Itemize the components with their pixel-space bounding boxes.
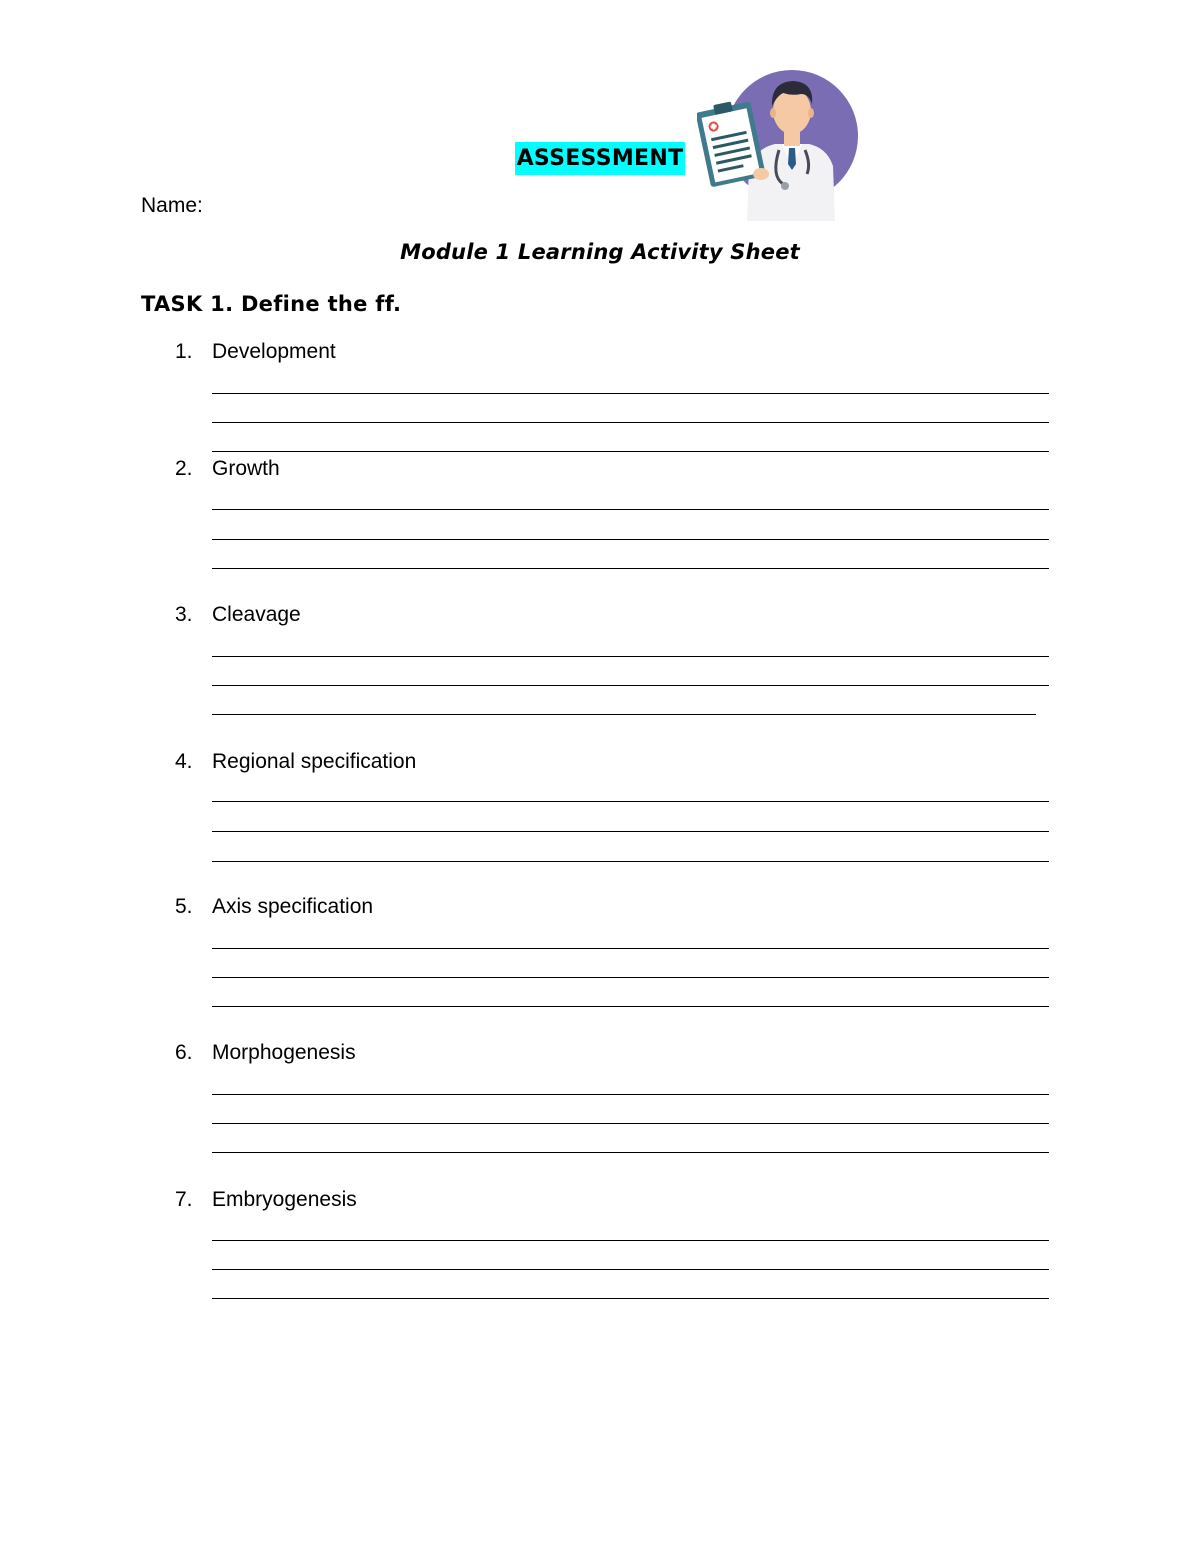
item-number: 1. [175,340,193,363]
item-term: Development [212,340,336,363]
answer-line[interactable] [212,831,1049,832]
item-term: Growth [212,457,280,480]
answer-line[interactable] [212,539,1049,540]
name-label: Name: [141,194,203,217]
item-number: 2. [175,457,193,480]
item-number: 7. [175,1188,193,1211]
answer-line[interactable] [212,1123,1049,1124]
doctor-with-clipboard-icon [697,66,862,224]
answer-line[interactable] [212,1094,1049,1095]
answer-line[interactable] [212,714,1036,715]
answer-line[interactable] [212,568,1049,569]
answer-line[interactable] [212,422,1049,423]
answer-line[interactable] [212,451,1049,452]
answer-line[interactable] [212,1006,1049,1007]
item-term: Cleavage [212,603,301,626]
answer-line[interactable] [212,977,1049,978]
answer-line[interactable] [212,948,1049,949]
item-number: 3. [175,603,193,626]
item-term: Axis specification [212,895,374,918]
assessment-label: ASSESSMENT [515,142,685,175]
item-number: 4. [175,750,193,773]
answer-line[interactable] [212,1152,1049,1153]
answer-line[interactable] [212,656,1049,657]
item-number: 6. [175,1041,193,1064]
answer-line[interactable] [212,1269,1049,1270]
item-term: Regional specification [212,750,417,773]
item-number: 5. [175,895,193,918]
answer-line[interactable] [212,509,1049,510]
answer-line[interactable] [212,393,1049,394]
answer-line[interactable] [212,1298,1049,1299]
answer-line[interactable] [212,1240,1049,1241]
item-term: Embryogenesis [212,1188,357,1211]
sheet-title: Module 1 Learning Activity Sheet [400,240,800,264]
answer-line[interactable] [212,801,1049,802]
answer-line[interactable] [212,861,1049,862]
answer-line[interactable] [212,685,1049,686]
task-heading: TASK 1. Define the ff. [141,292,402,316]
item-term: Morphogenesis [212,1041,356,1064]
